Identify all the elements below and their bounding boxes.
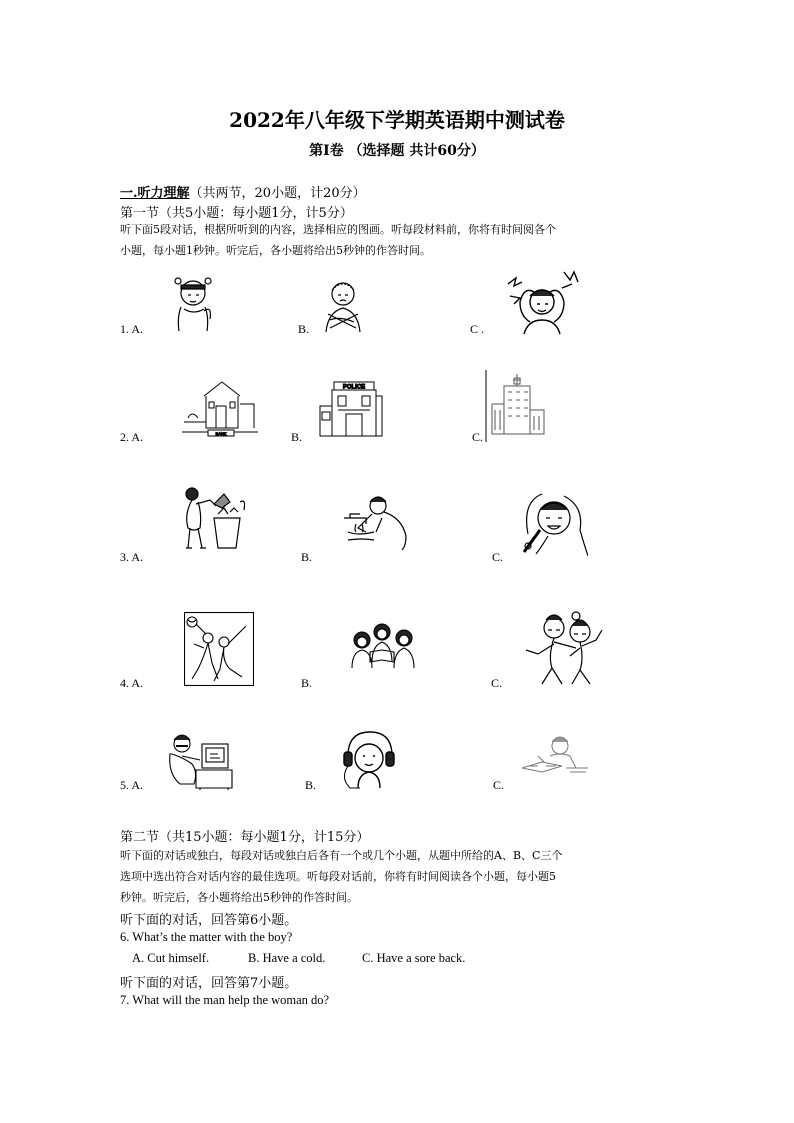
part1-heading-note: （共两节，20小题，计20分） (189, 186, 366, 201)
q3-label-c: C. (492, 550, 504, 564)
q2-label: 2. A. (120, 430, 144, 444)
section2-heading: 第二节（共15小题：每小题1分，计15分） (120, 830, 370, 845)
q3-picture-b-washing-hands[interactable] (342, 492, 414, 550)
part1-heading-line (120, 182, 366, 201)
q4-label: 4. A. (120, 676, 144, 690)
section2-instruction-1: 听下面的对话或独白，每段对话或独白后各有一个或几个小题，从题中所给的A、B、C三个 (120, 849, 563, 862)
section1-instruction-2: 小题，每小题1秒钟。听完后，各小题将给出5秒钟的作答时间。 (120, 244, 431, 257)
q2-label-c: C. (472, 430, 484, 444)
q2-picture-b-police-station[interactable] (318, 380, 384, 438)
section1-heading: 第一节（共5小题：每小题1分，计5分） (120, 206, 353, 221)
q1-picture-a-headache-girl[interactable] (166, 275, 222, 333)
q3-picture-c-brushing-teeth[interactable] (518, 490, 588, 556)
q1-label: 1. A. (120, 322, 144, 336)
q4-picture-b-kids-reading[interactable] (348, 622, 420, 670)
listen-prompt-q6: 听下面的对话，回答第6小题。 (120, 913, 298, 928)
q3-picture-a-throwing-trash[interactable] (178, 484, 256, 550)
q5-label-b: B. (305, 778, 317, 792)
q1-label-b: B. (298, 322, 310, 336)
q4-label-b: B. (301, 676, 313, 690)
part1-heading: 一.听力理解 (120, 186, 190, 201)
q3-label: 3. A. (120, 550, 144, 564)
q5-picture-c-doing-homework[interactable] (520, 734, 590, 778)
q1-label-c: C . (470, 322, 485, 336)
q6-option-c[interactable]: C. Have a sore back. (362, 951, 466, 965)
q5-picture-a-playing-computer[interactable] (166, 730, 236, 790)
section2-instruction-2: 选项中选出符合对话内容的最佳选项。听每段对话前，你将有时间阅读各个小题，每小题5 (120, 870, 556, 883)
page-title: 2022年八年级下学期英语期中测试卷 (229, 108, 565, 132)
page-subtitle: 第Ⅰ卷 （选择题 共计60分） (309, 143, 485, 159)
q1-picture-c-stressed-man[interactable] (504, 266, 584, 336)
q3-label-b: B. (301, 550, 313, 564)
q4-picture-a-playing-volleyball[interactable] (184, 612, 254, 686)
question-6: 6. What’s the matter with the boy? (120, 930, 293, 944)
section2-instruction-3: 秒钟。听完后，各小题将给出5秒钟的作答时间。 (120, 891, 358, 904)
police-sign-text: POLICE (342, 384, 366, 391)
bank-sign-text: BANK (215, 431, 227, 436)
q4-label-c: C. (491, 676, 503, 690)
section1-instruction-1: 听下面5段对话，根据所听到的内容，选择相应的图画。听每段材料前，你将有时间阅各个 (120, 223, 556, 236)
q5-label-c: C. (493, 778, 505, 792)
listen-prompt-q7: 听下面的对话，回答第7小题。 (120, 976, 298, 991)
q6-option-a[interactable]: A. Cut himself. (132, 951, 210, 965)
q2-picture-a-bank[interactable] (180, 376, 260, 440)
q4-picture-c-fighting[interactable] (524, 608, 606, 686)
q5-picture-b-listening-music[interactable] (338, 730, 398, 790)
q1-picture-b-stomachache-woman[interactable] (316, 278, 370, 334)
q5-label: 5. A. (120, 778, 144, 792)
q6-option-b[interactable]: B. Have a cold. (248, 951, 326, 965)
q2-picture-c-hospital[interactable] (484, 370, 548, 442)
question-7: 7. What will the man help the woman do? (120, 993, 330, 1007)
q2-label-b: B. (291, 430, 303, 444)
